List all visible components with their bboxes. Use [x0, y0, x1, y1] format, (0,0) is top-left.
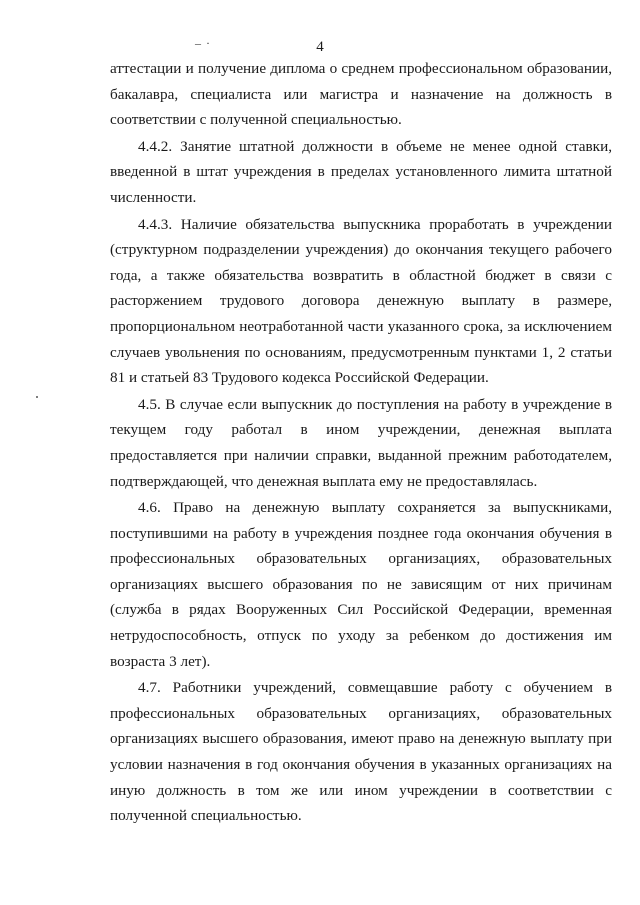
scan-artifact: · [206, 36, 210, 50]
paragraph-4-4-3: 4.4.3. Наличие обязательства выпускника проработать в учреждении (структурном подразделении учреждения) до окончания текущего рабочего года, а также обязательства возвратить в областной бюджет в связи с расторжением трудового договора денежную выплату в размере, пропорциональном неотработанной части указанного срока, за исключением случаев увольнения по основаниям, предусмотренным пунктами 1, 2 статьи 81 и статьей 83 Трудового кодекса Российской Федерации. [110, 215, 612, 387]
paragraph-4-6: 4.6. Право на денежную выплату сохраняется за выпускниками, поступившими на работу в учреждения позднее года окончания обучения в профессиональных образовательных организациях, образовательных организациях высшего образования по не зависящим от них причинам (служба в рядах Вооруженных Сил Российской Федерации, временная нетрудоспособность, отпуск по уходу за ребенком до достижения им возраста 3 лет). [110, 499, 612, 670]
paragraph-4-5: 4.5. В случае если выпускник до поступления на работу в учреждение в текущем году работал в ином учреждении, денежная выплата предоставляется при наличии справки, выданной прежним работодателем, подтверждающей, что денежная выплата ему не предоставлялась. [110, 395, 612, 490]
paragraph-4-4-2: 4.4.2. Занятие штатной должности в объеме не менее одной ставки, введенной в штат учреждения в пределах установленного лимита штатной численности. [110, 137, 612, 206]
scan-artifact: – [195, 36, 201, 50]
paragraph-4-7: 4.7. Работники учреждений, совмещавшие работу с обучением в профессиональных образовательных организациях, образовательных организациях высшего образования, имеют право на денежную выплату при условии назначения в год окончания обучения в указанных организациях на иную должность в том же или ином учреждении в соответствии с полученной специальностью. [110, 679, 612, 825]
margin-speck [36, 396, 38, 398]
page-number: 4 [316, 39, 324, 55]
paragraph-continuation: аттестации и получение диплома о среднем профессиональном образовании, бакалавра, специалиста или магистра и назначение на должность в соответствии с полученной специальностью. [110, 60, 612, 129]
document-body [110, 56, 612, 829]
